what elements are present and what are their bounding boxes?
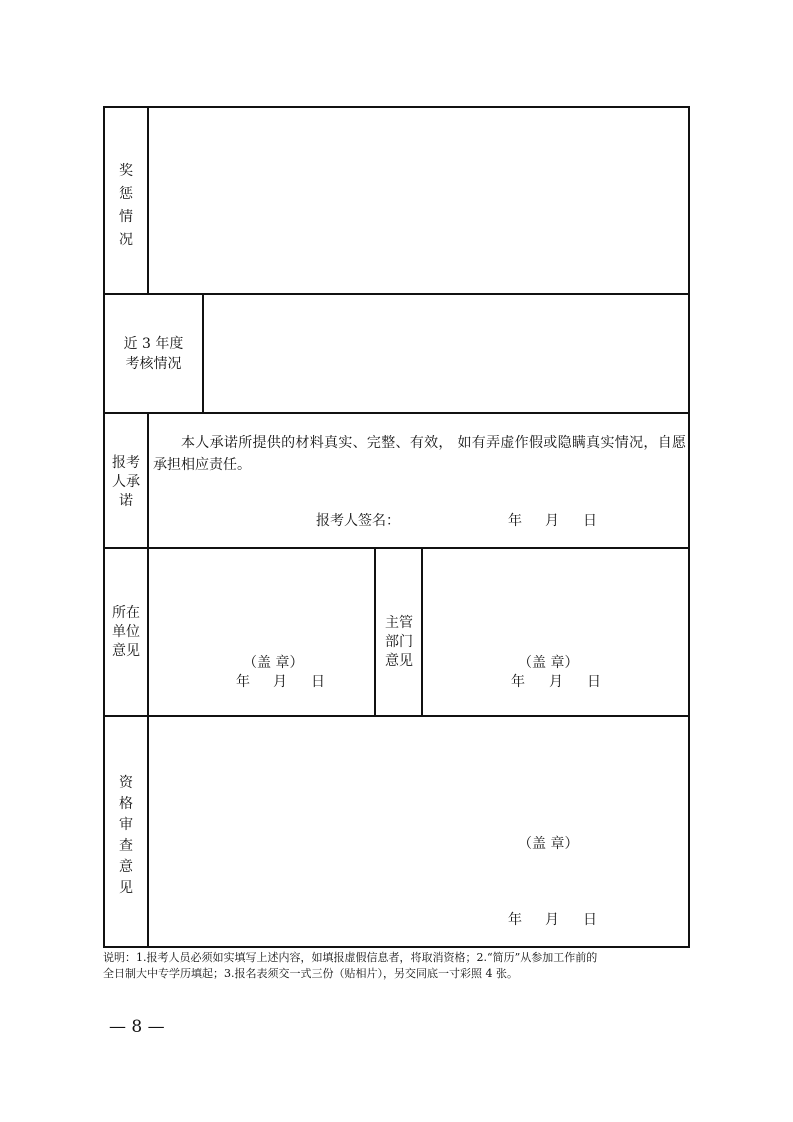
pledge-month: 月 bbox=[545, 513, 559, 529]
footnote-line-2: 全日制大中专学历填起；3.报名表须交一式三份（贴相片），另交同底一寸彩照 4 张。 bbox=[103, 967, 518, 980]
unit-day: 日 bbox=[311, 674, 325, 690]
col-divider bbox=[147, 412, 149, 948]
form-footnote bbox=[103, 950, 693, 982]
unit-year: 年 bbox=[236, 674, 250, 690]
signature-field[interactable] bbox=[405, 506, 495, 528]
row-divider bbox=[103, 412, 690, 414]
review-day: 日 bbox=[583, 912, 597, 928]
assessment-field[interactable] bbox=[205, 295, 688, 412]
dept-opinion-label: 主管 部门 意见 bbox=[385, 615, 413, 669]
dept-day: 日 bbox=[587, 674, 601, 690]
page-number: — 8 — bbox=[109, 1017, 165, 1037]
pledge-label: 报考 人承 诺 bbox=[112, 455, 140, 509]
dept-month: 月 bbox=[549, 674, 563, 690]
assessment-label: 近 3 年度 考核情况 bbox=[123, 336, 184, 372]
awards-field[interactable] bbox=[150, 108, 688, 293]
review-month: 月 bbox=[545, 912, 559, 928]
awards-label: 奖 惩 情 况 bbox=[119, 163, 133, 248]
col-divider bbox=[421, 547, 423, 717]
review-label: 资 格 审 查 意 见 bbox=[119, 775, 133, 896]
review-seal: （盖 章） bbox=[518, 836, 579, 852]
unit-month: 月 bbox=[273, 674, 287, 690]
dept-year: 年 bbox=[511, 674, 525, 690]
col-divider bbox=[147, 106, 149, 294]
col-divider bbox=[374, 547, 376, 717]
pledge-year: 年 bbox=[508, 513, 522, 529]
unit-seal: （盖 章） bbox=[243, 655, 304, 671]
review-field[interactable] bbox=[150, 717, 688, 946]
pledge-day: 日 bbox=[583, 513, 597, 529]
review-year: 年 bbox=[508, 912, 522, 928]
unit-opinion-label: 所在 单位 意见 bbox=[112, 605, 140, 659]
unit-opinion-field[interactable] bbox=[150, 549, 374, 715]
footnote-line-1: 说明：1.报考人员必须如实填写上述内容，如填报虚假信息者，将取消资格；2.“简历”从参加工作前的 bbox=[103, 951, 598, 964]
dept-seal: （盖 章） bbox=[518, 655, 579, 671]
pledge-text: 本人承诺所提供的材料真实、完整、有效， 如有弄虚作假或隐瞒真实情况，自愿承担相应责任。 bbox=[153, 435, 686, 473]
signature-label: 报考人签名： bbox=[316, 513, 400, 529]
col-divider bbox=[202, 293, 204, 414]
